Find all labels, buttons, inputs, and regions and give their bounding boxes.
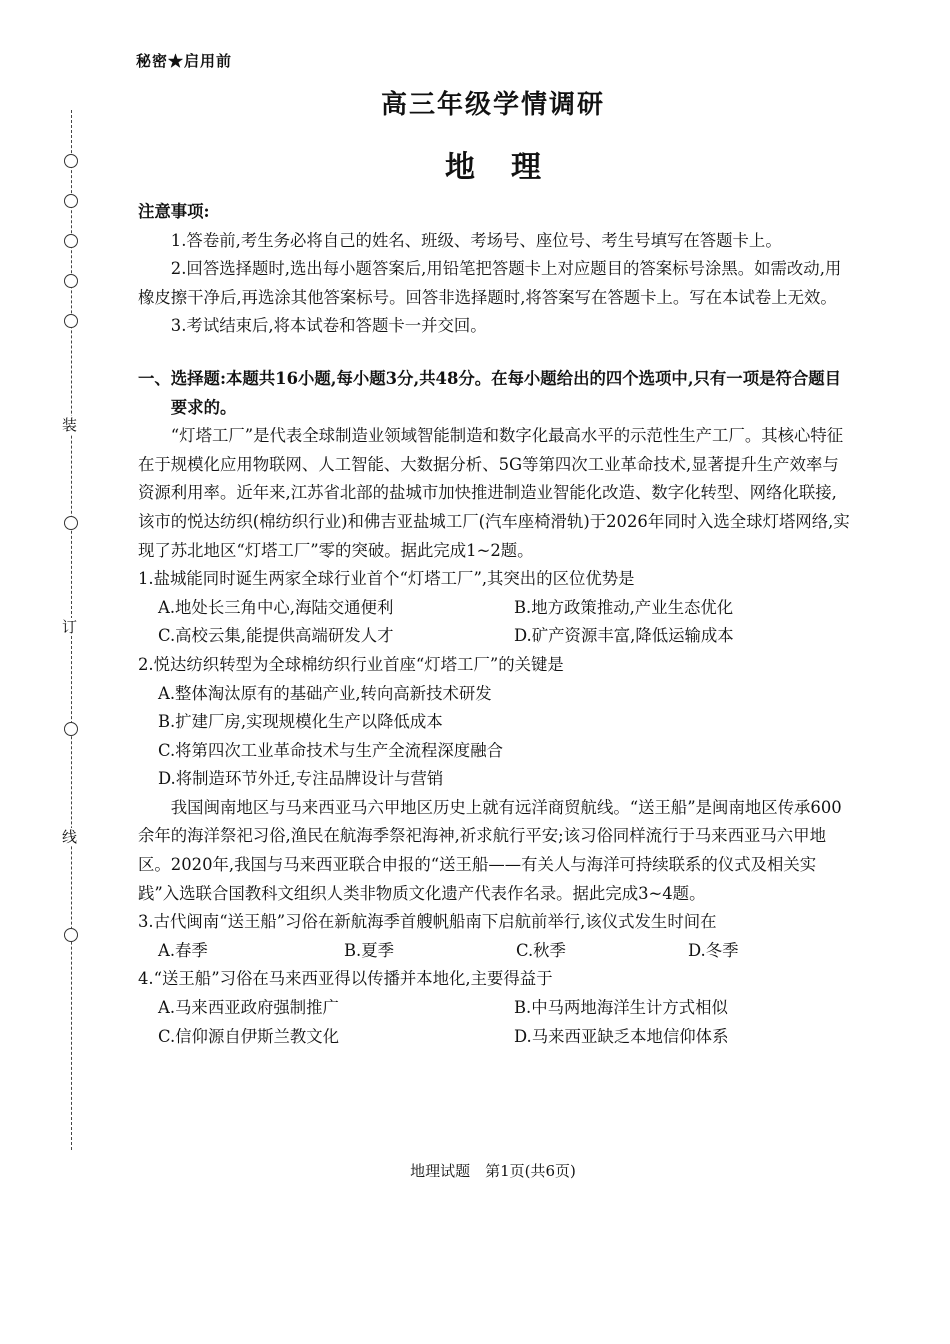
- binding-hole-icon: [64, 234, 78, 248]
- binding-hole-icon: [64, 194, 78, 208]
- question-2-option-d: D.将制造环节外迁,专注品牌设计与营销: [158, 769, 444, 789]
- question-3-stem: 3.古代闽南“送王船”习俗在新航海季首艘帆船南下启航前举行,该仪式发生时间在: [138, 912, 717, 932]
- question-3-options: [138, 937, 850, 966]
- question-3-option-c: C.秋季: [516, 940, 566, 960]
- question-4-option-a: A.马来西亚政府强制推广: [158, 998, 339, 1018]
- question-3-option-a: A.春季: [158, 940, 208, 960]
- exam-content: [138, 198, 850, 1051]
- question-1-option-a: A.地处长三角中心,海陆交通便利: [158, 597, 394, 617]
- binding-hole-icon: [64, 274, 78, 288]
- question-1-stem: 1.盐城能同时诞生两家全球行业首个“灯塔工厂”,其突出的区位优势是: [138, 569, 635, 589]
- question-2-option-b: B.扩建厂房,实现规模化生产以降低成本: [158, 712, 443, 732]
- question-1-option-d: D.矿产资源丰富,降低运输成本: [514, 626, 734, 646]
- notice-item-1: 1.答卷前,考生务必将自己的姓名、班级、考场号、座位号、考生号填写在答题卡上。: [170, 230, 782, 250]
- notice-item-3: 3.考试结束后,将本试卷和答题卡一并交回。: [170, 316, 487, 336]
- binding-char-xian: 线: [62, 828, 78, 846]
- page-footer: 地理试题 第1页(共6页): [410, 1162, 576, 1180]
- spacer: [138, 341, 850, 365]
- binding-hole-icon: [64, 516, 78, 530]
- question-4-option-d: D.马来西亚缺乏本地信仰体系: [514, 1026, 729, 1046]
- question-3-option-b: B.夏季: [344, 940, 395, 960]
- question-3-option-d: D.冬季: [688, 940, 739, 960]
- question-2-stem: 2.悦达纺织转型为全球棉纺织行业首座“灯塔工厂”的关键是: [138, 654, 564, 674]
- secret-mark: 秘密★启用前: [136, 52, 233, 70]
- section-heading: 一、选择题:本题共16小题,每小题3分,共48分。在每小题给出的四个选项中,只有一项是符合题目要求的。: [138, 368, 842, 417]
- subject-char-1: 地: [445, 150, 475, 185]
- exam-title: 高三年级学情调研: [380, 90, 605, 120]
- question-2-option-c: C.将第四次工业革命技术与生产全流程深度融合: [158, 740, 503, 760]
- binding-hole-icon: [64, 314, 78, 328]
- question-1-options: [138, 594, 850, 651]
- question-4-option-b: B.中马两地海洋生计方式相似: [514, 998, 728, 1018]
- binding-char-ding: 订: [62, 618, 78, 636]
- question-4-option-c: C.信仰源自伊斯兰教文化: [158, 1026, 340, 1046]
- question-4-stem: 4.“送王船”习俗在马来西亚得以传播并本地化,主要得益于: [138, 969, 553, 989]
- question-1-option-b: B.地方政策推动,产业生态优化: [514, 597, 734, 617]
- question-2-option-a: A.整体淘汰原有的基础产业,转向高新技术研发: [158, 683, 492, 703]
- passage-1: “灯塔工厂”是代表全球制造业领域智能制造和数字化最高水平的示范性生产工厂。其核心特征在于规模化应用物联网、人工智能、大数据分析、5G等第四次工业革命技术,显著提升生产效率与资源利用率。近年来,江苏省北部的盐城市加快推进制造业智能化改造、数字化转型、网络化联接,该市的悦达纺织(棉纺织行业)和佛吉亚盐城工厂(汽车座椅滑轨)于2026年同时入选全球灯塔网络,实现了苏北地区“灯塔工厂”零的突破。据此完成1~2题。: [138, 426, 850, 560]
- binding-hole-icon: [64, 154, 78, 168]
- binding-hole-icon: [64, 722, 78, 736]
- binding-char-zhuang: 装: [62, 416, 78, 434]
- binding-hole-icon: [64, 928, 78, 942]
- question-2-options: [138, 680, 850, 794]
- subject-title: [0, 142, 950, 186]
- passage-2: 我国闽南地区与马来西亚马六甲地区历史上就有远洋商贸航线。“送王船”是闽南地区传承600余年的海洋祭祀习俗,渔民在航海季祭祀海神,祈求航行平安;该习俗同样流行于马来西亚马六甲地区。2020年,我国与马来西亚联合申报的“送王船——有关人与海洋可持续联系的仪式及相关实践”入选联合国教科文组织人类非物质文化遗产代表作名录。据此完成3~4题。: [138, 797, 842, 903]
- subject-char-2: 理: [511, 150, 541, 185]
- binding-margin: [60, 110, 84, 1150]
- question-4-options: [138, 994, 850, 1051]
- notice-heading: 注意事项:: [138, 202, 210, 221]
- notice-item-2: 2.回答选择题时,选出每小题答案后,用铅笔把答题卡上对应题目的答案标号涂黑。如需改动,用橡皮擦干净后,再选涂其他答案标号。回答非选择题时,将答案写在答题卡上。写在本试卷上无效。: [138, 259, 842, 307]
- question-1-option-c: C.高校云集,能提供高端研发人才: [158, 626, 394, 646]
